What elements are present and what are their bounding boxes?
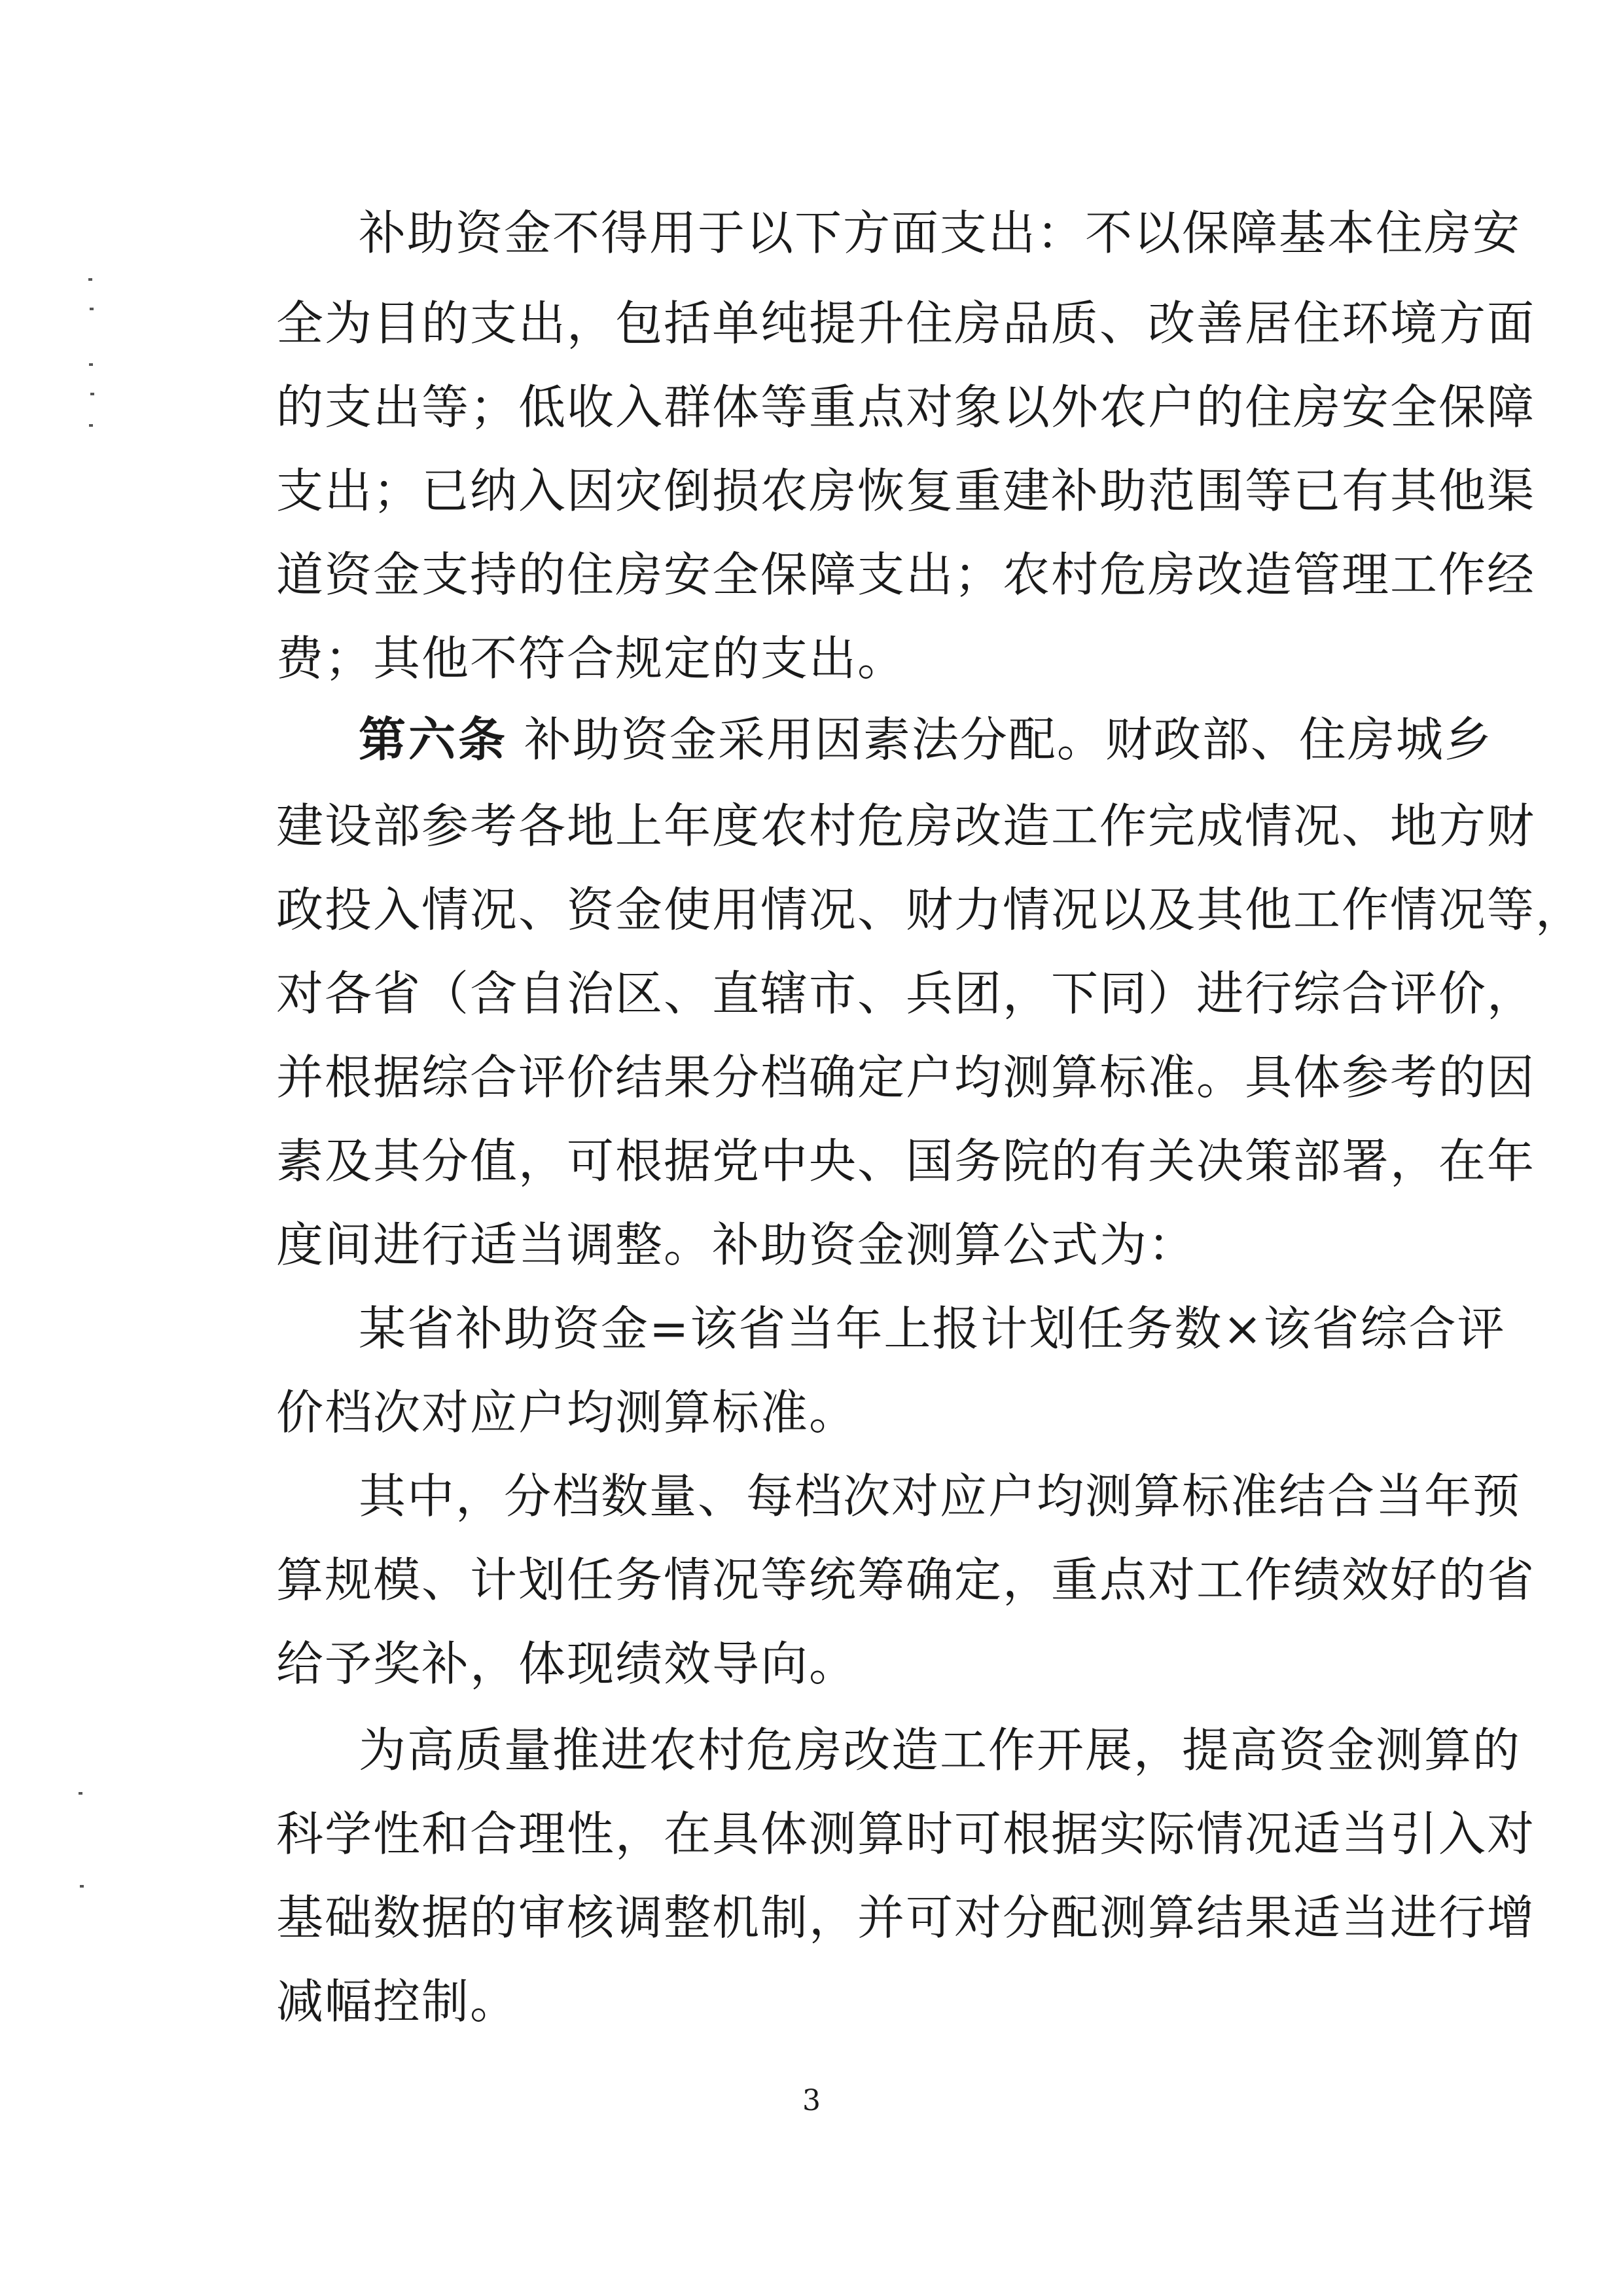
paragraph-line: 算规模、计划任务情况等统筹确定，重点对工作绩效好的省 <box>276 1552 1536 1607</box>
paragraph-line: 基础数据的审核调整机制，并可对分配测算结果适当进行增 <box>276 1890 1536 1945</box>
article-heading: 第六条 <box>359 711 508 767</box>
paragraph-line: 全为目的支出，包括单纯提升住房品质、改善居住环境方面 <box>276 296 1536 351</box>
article-first-text: 补助资金采用因素法分配。财政部、住房城乡 <box>524 712 1493 767</box>
paragraph-line: 政投入情况、资金使用情况、财力情况以及其他工作情况等， <box>276 882 1584 937</box>
page-number: 3 <box>802 2084 821 2117</box>
paragraph-line: 对各省（含自治区、直辖市、兵团，下同）进行综合评价， <box>276 966 1536 1021</box>
paragraph-line: 并根据综合评价结果分档确定户均测算标准。具体参考的因 <box>276 1050 1536 1105</box>
margin-mark <box>89 424 93 427</box>
paragraph-line: 科学性和合理性，在具体测算时可根据实际情况适当引入对 <box>276 1806 1536 1861</box>
margin-mark <box>90 393 94 395</box>
paragraph-line: 其中，分档数量、每档次对应户均测算标准结合当年预 <box>359 1469 1522 1524</box>
paragraph-line: 补助资金不得用于以下方面支出：不以保障基本住房安 <box>359 206 1522 260</box>
margin-mark <box>90 308 94 310</box>
margin-mark <box>79 1792 82 1795</box>
paragraph-line: 给予奖补，体现绩效导向。 <box>276 1636 858 1691</box>
margin-mark <box>88 278 92 281</box>
formula-line: 某省补助资金=该省当年上报计划任务数×该省综合评 <box>359 1301 1506 1356</box>
paragraph-line: 减幅控制。 <box>276 1974 519 2029</box>
paragraph-line: 的支出等；低收入群体等重点对象以外农户的住房安全保障 <box>276 380 1536 435</box>
paragraph-line: 度间进行适当调整。补助资金测算公式为： <box>276 1217 1197 1272</box>
margin-mark <box>80 1885 84 1888</box>
article-first-line <box>359 707 1493 772</box>
paragraph-line: 支出；已纳入因灾倒损农房恢复重建补助范围等已有其他渠 <box>276 463 1536 518</box>
paragraph-line: 为高质量推进农村危房改造工作开展，提高资金测算的 <box>359 1723 1522 1778</box>
paragraph-line: 费；其他不符合规定的支出。 <box>276 631 906 686</box>
paragraph-line: 素及其分值，可根据党中央、国务院的有关决策部署，在年 <box>276 1134 1536 1189</box>
paragraph-line: 道资金支持的住房安全保障支出；农村危房改造管理工作经 <box>276 547 1536 602</box>
paragraph-line: 建设部参考各地上年度农村危房改造工作完成情况、地方财 <box>276 798 1536 853</box>
margin-mark <box>89 363 93 366</box>
formula-line: 价档次对应户均测算标准。 <box>276 1385 858 1440</box>
